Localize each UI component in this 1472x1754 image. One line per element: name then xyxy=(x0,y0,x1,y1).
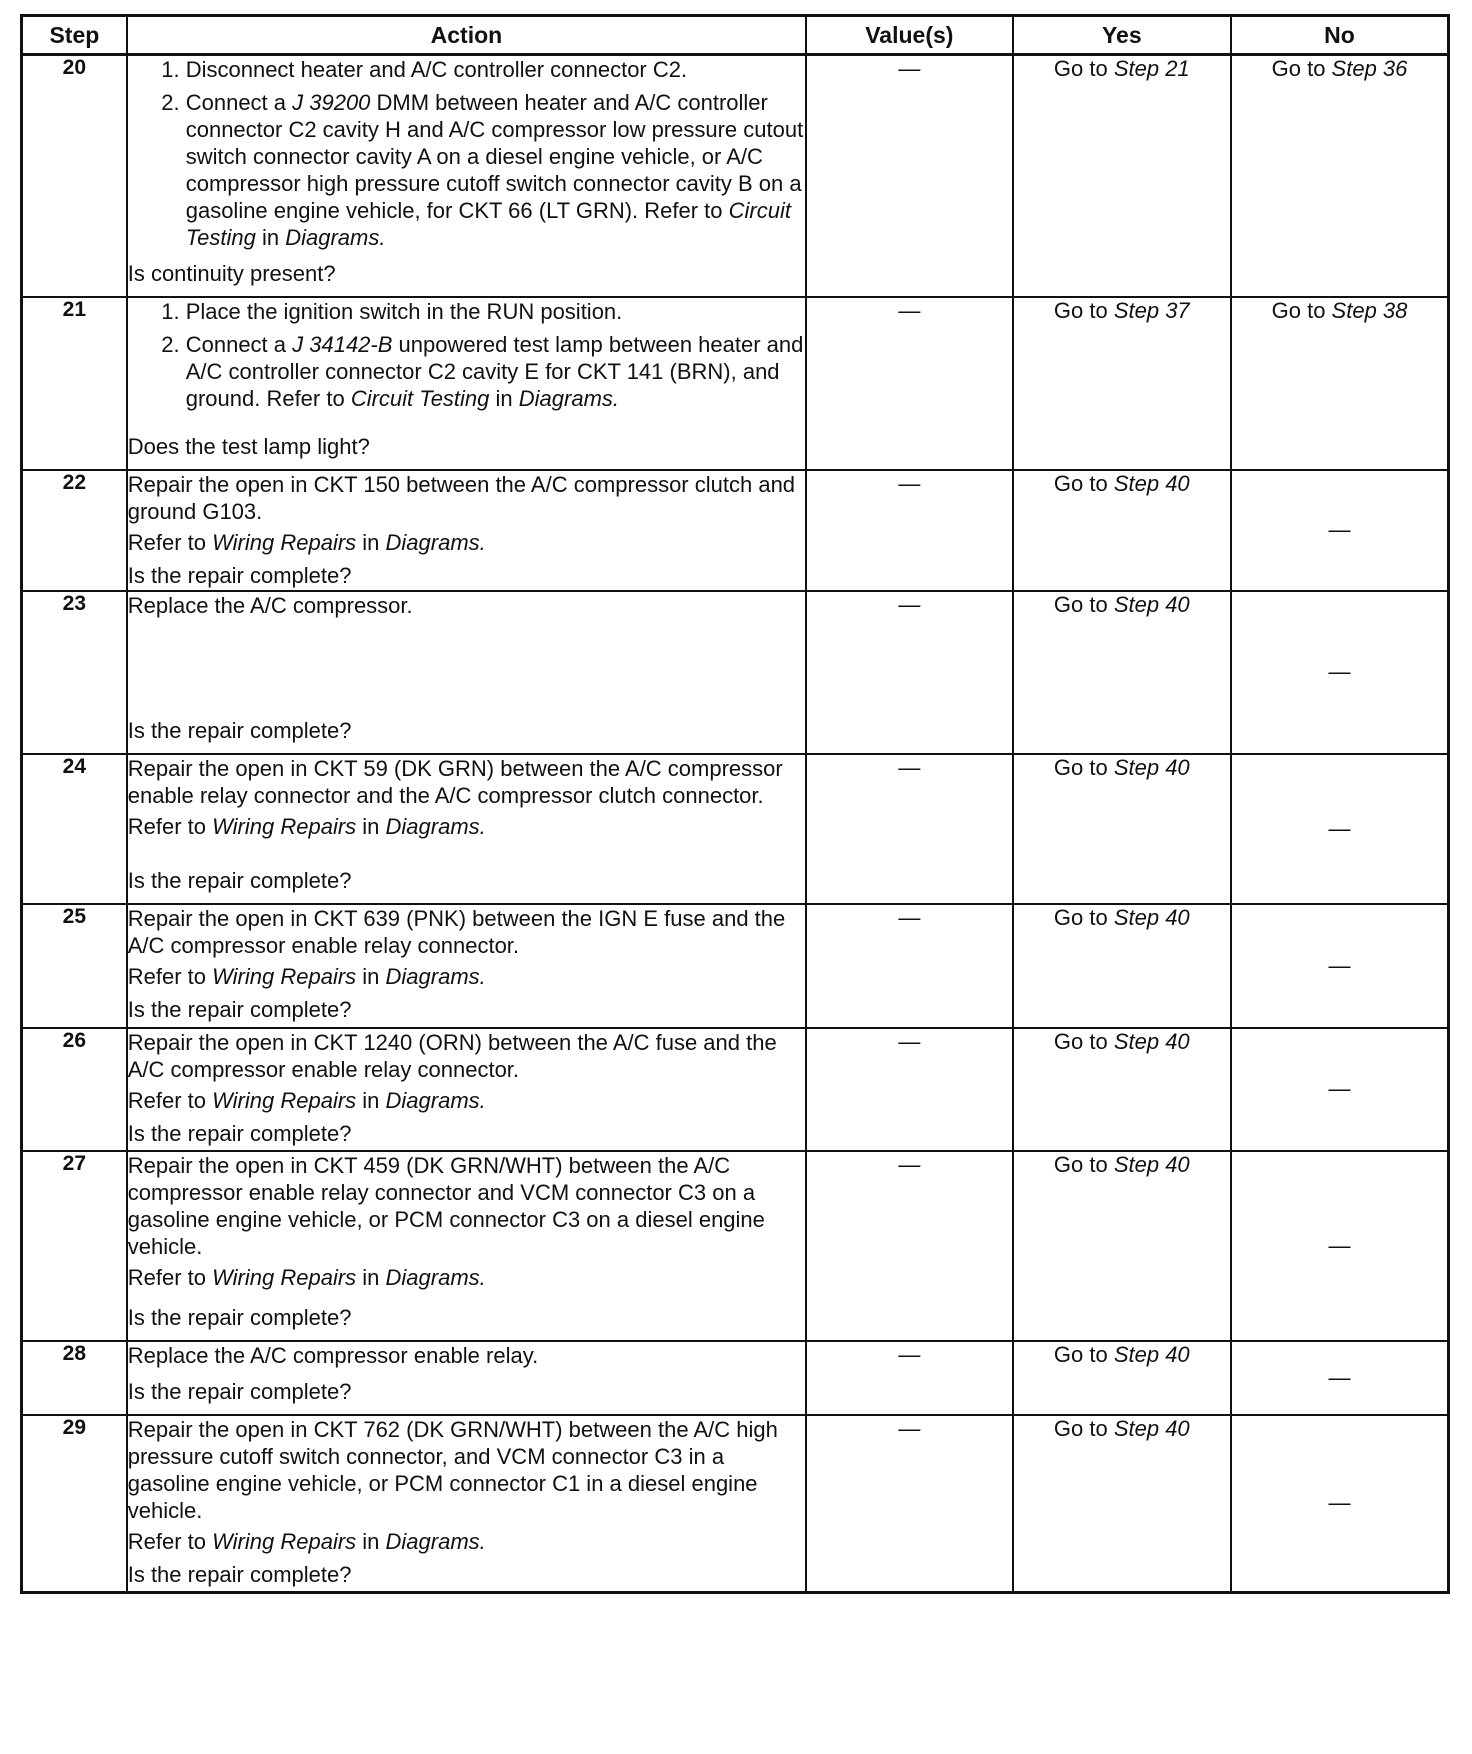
yes-step-link[interactable]: Step 40 xyxy=(1113,1341,1190,1367)
no-cell: — xyxy=(1231,470,1448,591)
table-row xyxy=(22,1415,1449,1593)
reference-text: J 34142-B xyxy=(292,331,393,357)
yes-prefix: Go to xyxy=(1053,754,1114,780)
action-cell xyxy=(127,1151,806,1341)
action-paragraph xyxy=(128,529,805,556)
no-step-link[interactable]: Step 38 xyxy=(1331,297,1408,323)
action-step-item xyxy=(186,331,805,412)
yes-cell xyxy=(1013,591,1231,754)
table-row xyxy=(22,297,1449,470)
reference-text: Wiring Repairs xyxy=(212,1087,357,1113)
action-paragraph xyxy=(128,1416,805,1524)
yes-step-link[interactable]: Step 40 xyxy=(1113,754,1190,780)
yes-cell xyxy=(1013,904,1231,1028)
action-text: Refer to xyxy=(127,1264,213,1290)
action-text: Repair the open in CKT 639 (PNK) between the IGN E fuse and the A/C compressor enable relay connector. xyxy=(127,905,786,958)
yes-prefix: Go to xyxy=(1053,591,1114,617)
reference-text: Wiring Repairs xyxy=(212,1528,357,1554)
no-cell: — xyxy=(1231,1028,1448,1151)
step-number: 23 xyxy=(22,591,127,754)
step-number: 24 xyxy=(22,754,127,904)
value-cell: — xyxy=(806,55,1012,297)
action-text: Replace the A/C compressor. xyxy=(127,592,413,618)
action-question: Is the repair complete? xyxy=(127,717,352,743)
header-values: Value(s) xyxy=(806,16,1012,55)
step-number: 28 xyxy=(22,1341,127,1415)
action-cell xyxy=(127,754,806,904)
reference-text: Circuit Testing xyxy=(350,385,490,411)
action-step-list xyxy=(128,298,805,412)
no-step-link[interactable]: Step 36 xyxy=(1331,56,1408,81)
table-row xyxy=(22,1151,1449,1341)
action-paragraph xyxy=(128,813,805,840)
value-cell: — xyxy=(806,591,1012,754)
action-text: Connect a xyxy=(185,90,293,115)
action-text: Refer to xyxy=(127,529,213,555)
action-text: in xyxy=(489,385,519,411)
action-cell xyxy=(127,591,806,754)
step-number: 20 xyxy=(22,55,127,297)
value-cell: — xyxy=(806,904,1012,1028)
no-cell xyxy=(1231,55,1448,297)
action-text: DMM between heater and A/C controller connector C2 cavity H and A/C compressor low pressure cutout switch connector cavity A on a diesel engine vehicle, or A/C compressor high pressure cutoff switch connector cavity B on a gasoline engine vehicle, for CKT 66 (LT GRN). Refer to xyxy=(185,90,804,223)
diagnostic-table xyxy=(20,14,1450,1594)
action-question: Is the repair complete? xyxy=(127,1378,352,1404)
no-cell: — xyxy=(1231,1151,1448,1341)
action-text: Refer to xyxy=(127,1528,213,1554)
reference-text: Diagrams. xyxy=(385,1264,486,1290)
no-cell: — xyxy=(1231,754,1448,904)
step-number: 22 xyxy=(22,470,127,591)
action-text: in xyxy=(356,963,386,989)
step-number: 27 xyxy=(22,1151,127,1341)
value-cell: — xyxy=(806,1341,1012,1415)
action-paragraph xyxy=(128,1152,805,1260)
action-text: in xyxy=(356,1528,386,1554)
action-paragraph xyxy=(128,963,805,990)
action-paragraph xyxy=(128,905,805,959)
yes-cell xyxy=(1013,1151,1231,1341)
reference-text: Diagrams. xyxy=(385,813,486,839)
table-row xyxy=(22,1341,1449,1415)
header-action: Action xyxy=(127,16,806,55)
table-row xyxy=(22,55,1449,297)
action-question: Is the repair complete? xyxy=(127,996,352,1022)
action-cell xyxy=(127,1341,806,1415)
step-number: 29 xyxy=(22,1415,127,1593)
no-cell: — xyxy=(1231,1341,1448,1415)
yes-prefix: Go to xyxy=(1053,56,1114,81)
header-no: No xyxy=(1231,16,1448,55)
yes-step-link[interactable]: Step 40 xyxy=(1113,1415,1190,1441)
yes-cell xyxy=(1013,1415,1231,1593)
action-text: Place the ignition switch in the RUN position. xyxy=(185,298,623,324)
action-question: Is the repair complete? xyxy=(127,867,352,893)
action-cell xyxy=(127,904,806,1028)
yes-cell xyxy=(1013,1341,1231,1415)
action-text: in xyxy=(356,813,386,839)
no-prefix: Go to xyxy=(1271,297,1332,323)
header-step: Step xyxy=(22,16,127,55)
action-question: Does the test lamp light? xyxy=(127,433,370,459)
action-text: in xyxy=(356,1264,386,1290)
action-text: Repair the open in CKT 1240 (ORN) between the A/C fuse and the A/C compressor enable relay connector. xyxy=(127,1029,777,1082)
reference-text: Wiring Repairs xyxy=(212,1264,357,1290)
action-question: Is the repair complete? xyxy=(127,562,352,588)
action-paragraph xyxy=(128,1342,805,1369)
yes-step-link[interactable]: Step 40 xyxy=(1113,1151,1190,1177)
action-question: Is continuity present? xyxy=(127,261,336,286)
reference-text: J 39200 xyxy=(292,90,371,115)
action-step-item xyxy=(186,298,805,325)
action-text: Refer to xyxy=(127,963,213,989)
reference-text: Diagrams. xyxy=(385,529,486,555)
action-text: Replace the A/C compressor enable relay. xyxy=(127,1342,539,1368)
reference-text: Circuit Testing xyxy=(185,198,791,250)
no-prefix: Go to xyxy=(1271,56,1332,81)
action-paragraph xyxy=(128,471,805,525)
action-step-item xyxy=(186,56,805,83)
value-cell: — xyxy=(806,1028,1012,1151)
action-cell xyxy=(127,55,806,297)
yes-cell xyxy=(1013,55,1231,297)
table-row xyxy=(22,470,1449,591)
table-row xyxy=(22,754,1449,904)
action-cell xyxy=(127,470,806,591)
step-number: 21 xyxy=(22,297,127,470)
yes-prefix: Go to xyxy=(1053,1415,1114,1441)
yes-step-link[interactable]: Step 37 xyxy=(1113,297,1190,323)
reference-text: Wiring Repairs xyxy=(212,529,357,555)
action-question: Is the repair complete? xyxy=(127,1304,352,1330)
reference-text: Wiring Repairs xyxy=(212,963,357,989)
action-text: in xyxy=(356,1087,386,1113)
table-body xyxy=(22,55,1449,1593)
no-cell xyxy=(1231,297,1448,470)
action-paragraph xyxy=(128,1528,805,1555)
value-cell: — xyxy=(806,754,1012,904)
reference-text: Diagrams. xyxy=(385,963,486,989)
value-cell: — xyxy=(806,1151,1012,1341)
yes-prefix: Go to xyxy=(1053,1028,1114,1054)
action-text: in xyxy=(255,225,286,250)
yes-prefix: Go to xyxy=(1053,904,1114,930)
yes-cell xyxy=(1013,297,1231,470)
action-text: unpowered test lamp between heater and A/C controller connector C2 cavity E for CKT 141 (BRN), and ground. Refer to xyxy=(185,331,804,411)
no-cell: — xyxy=(1231,1415,1448,1593)
action-step-list xyxy=(128,56,805,251)
yes-step-link[interactable]: Step 40 xyxy=(1113,904,1190,930)
value-cell: — xyxy=(806,470,1012,591)
yes-cell xyxy=(1013,1028,1231,1151)
action-text: Repair the open in CKT 459 (DK GRN/WHT) between the A/C compressor enable relay connector and VCM connector C3 on a gasoline engine vehicle, or PCM connector C3 on a diesel engine vehicle. xyxy=(127,1152,765,1259)
no-cell: — xyxy=(1231,591,1448,754)
action-text: Repair the open in CKT 59 (DK GRN) between the A/C compressor enable relay connector and the A/C compressor clutch connector. xyxy=(127,755,783,808)
yes-prefix: Go to xyxy=(1053,297,1114,323)
value-cell: — xyxy=(806,297,1012,470)
action-paragraph xyxy=(128,1264,805,1291)
reference-text: Wiring Repairs xyxy=(212,813,357,839)
step-number: 26 xyxy=(22,1028,127,1151)
yes-step-link[interactable]: Step 21 xyxy=(1113,56,1190,81)
action-step-item xyxy=(186,89,805,251)
action-text: Repair the open in CKT 762 (DK GRN/WHT) between the A/C high pressure cutoff switch connector, and VCM connector C3 in a gasoline engine vehicle, or PCM connector C1 in a diesel engine vehicle. xyxy=(127,1416,778,1523)
yes-step-link[interactable]: Step 40 xyxy=(1113,470,1190,496)
table-row xyxy=(22,904,1449,1028)
action-cell xyxy=(127,1415,806,1593)
action-text: Disconnect heater and A/C controller connector C2. xyxy=(185,57,688,82)
action-question: Is the repair complete? xyxy=(127,1561,352,1587)
reference-text: Diagrams. xyxy=(385,1087,486,1113)
action-text: Repair the open in CKT 150 between the A/C compressor clutch and ground G103. xyxy=(127,471,796,524)
action-paragraph xyxy=(128,1029,805,1083)
step-number: 25 xyxy=(22,904,127,1028)
no-cell: — xyxy=(1231,904,1448,1028)
action-paragraph xyxy=(128,592,805,619)
yes-prefix: Go to xyxy=(1053,470,1114,496)
table-row xyxy=(22,591,1449,754)
diagnostic-page xyxy=(20,14,1450,1594)
yes-cell xyxy=(1013,470,1231,591)
action-paragraph xyxy=(128,1087,805,1114)
yes-cell xyxy=(1013,754,1231,904)
action-text: Refer to xyxy=(127,1087,213,1113)
reference-text: Diagrams. xyxy=(285,225,386,250)
yes-prefix: Go to xyxy=(1053,1151,1114,1177)
action-text: Refer to xyxy=(127,813,213,839)
yes-step-link[interactable]: Step 40 xyxy=(1113,591,1190,617)
action-paragraph xyxy=(128,755,805,809)
action-cell xyxy=(127,1028,806,1151)
value-cell: — xyxy=(806,1415,1012,1593)
header-yes: Yes xyxy=(1013,16,1231,55)
action-cell xyxy=(127,297,806,470)
yes-step-link[interactable]: Step 40 xyxy=(1113,1028,1190,1054)
table-header-row xyxy=(22,16,1449,55)
action-question: Is the repair complete? xyxy=(127,1120,352,1146)
reference-text: Diagrams. xyxy=(385,1528,486,1554)
reference-text: Diagrams. xyxy=(518,385,620,411)
table-row xyxy=(22,1028,1449,1151)
yes-prefix: Go to xyxy=(1053,1341,1114,1367)
action-text: in xyxy=(356,529,386,555)
action-text: Connect a xyxy=(185,331,293,357)
